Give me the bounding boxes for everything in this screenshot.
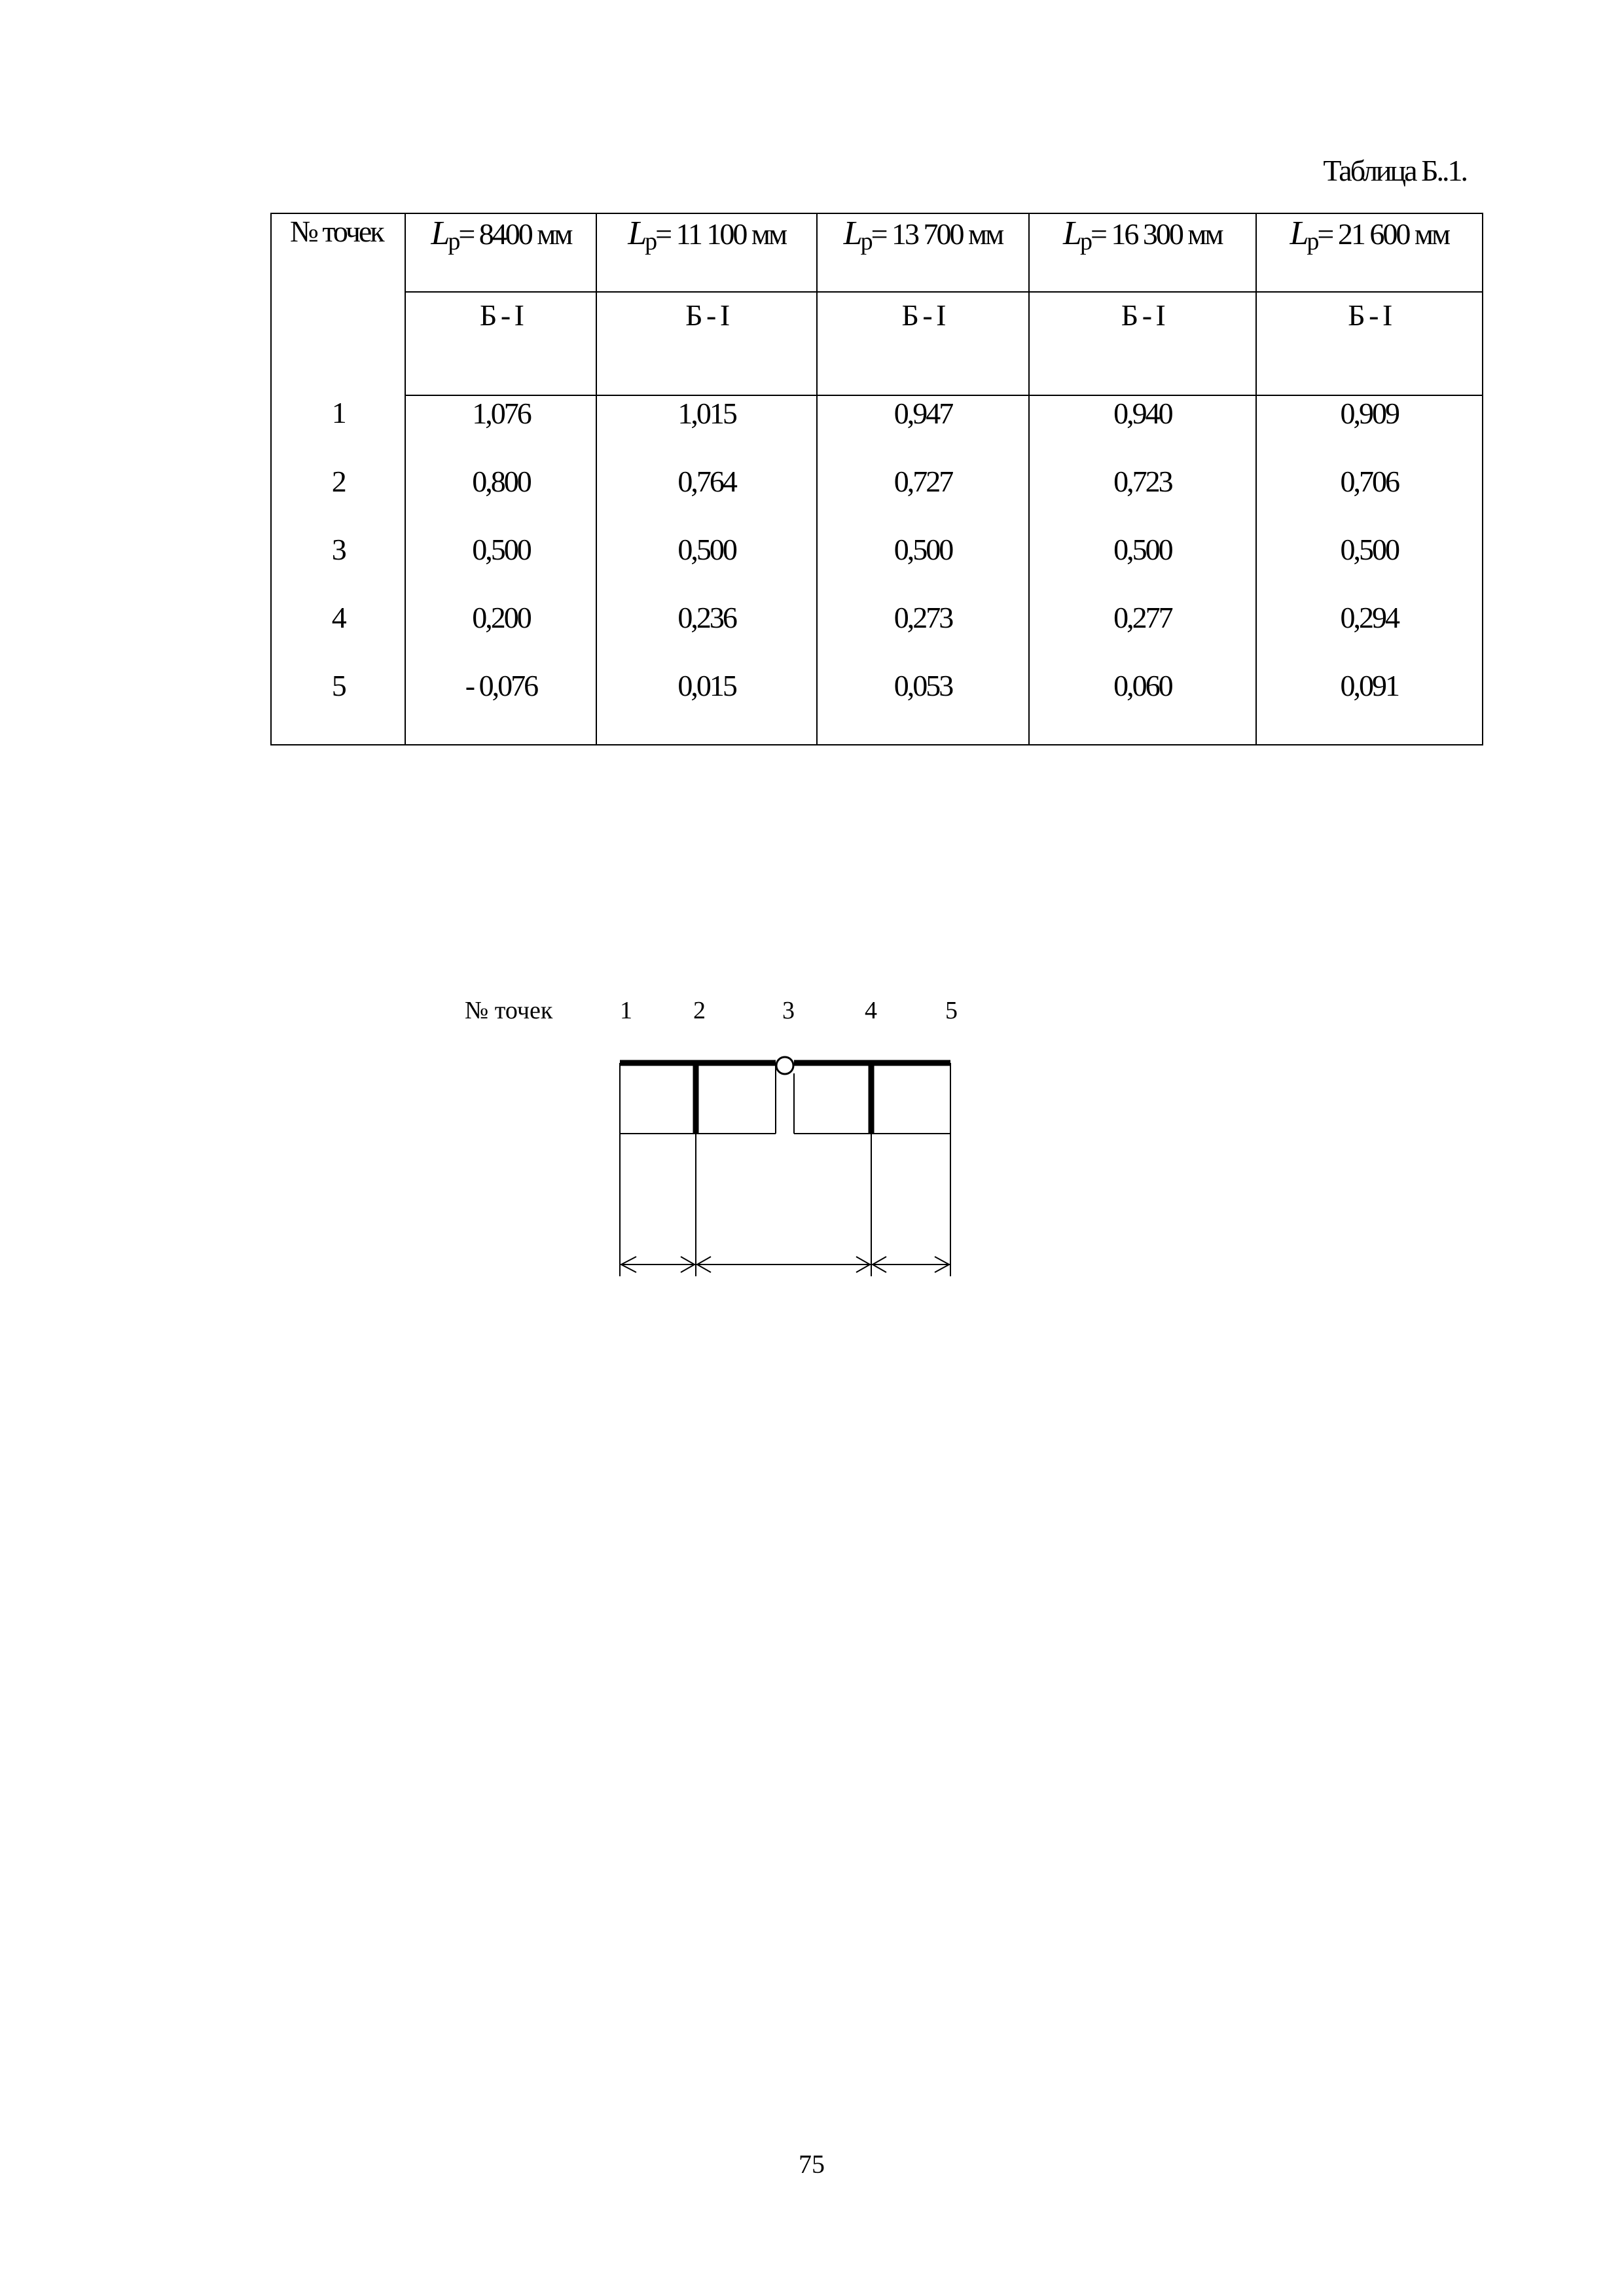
- cell-value: 0,500: [1256, 532, 1483, 600]
- header-length-4: Lp= 16 300 мм: [1029, 213, 1255, 292]
- data-table: [270, 213, 1483, 745]
- cell-value: 0,706: [1256, 464, 1483, 532]
- diagram-point-label: 2: [693, 997, 706, 1024]
- table-caption: Таблица Б..1.: [1323, 154, 1466, 187]
- cell-value: 0,200: [405, 600, 596, 668]
- table-row: [271, 464, 1483, 532]
- beam-diagram: [393, 982, 1047, 1296]
- cell-value: 0,015: [596, 668, 816, 745]
- cell-value: 0,091: [1256, 668, 1483, 745]
- page-number: 75: [799, 2149, 825, 2179]
- cell-value: 1,076: [405, 395, 596, 464]
- cell-value: 0,294: [1256, 600, 1483, 668]
- cell-value: 0,947: [817, 395, 1029, 464]
- cell-value: 0,764: [596, 464, 816, 532]
- cell-value: 0,053: [817, 668, 1029, 745]
- cell-value: 0,909: [1256, 395, 1483, 464]
- header-row-lengths: [271, 213, 1483, 292]
- header-length-5: Lp= 21 600 мм: [1256, 213, 1483, 292]
- header-type-4: Б - I: [1029, 292, 1255, 395]
- header-type-1: Б - I: [405, 292, 596, 395]
- diagram-point-label: 1: [620, 997, 632, 1024]
- cell-value: 0,500: [596, 532, 816, 600]
- header-type-2: Б - I: [596, 292, 816, 395]
- cell-point-number: 3: [271, 532, 405, 600]
- table-row: [271, 395, 1483, 464]
- table-row: [271, 532, 1483, 600]
- header-type-3: Б - I: [817, 292, 1029, 395]
- header-type-5: Б - I: [1256, 292, 1483, 395]
- header-length-1: Lp= 8400 мм: [405, 213, 596, 292]
- diagram-points-label: № точек: [465, 997, 553, 1024]
- cell-value: - 0,076: [405, 668, 596, 745]
- cell-point-number: 1: [271, 395, 405, 464]
- cell-value: 0,800: [405, 464, 596, 532]
- cell-value: 0,500: [1029, 532, 1255, 600]
- header-row-types: [271, 292, 1483, 395]
- cell-point-number: 2: [271, 464, 405, 532]
- cell-value: 0,236: [596, 600, 816, 668]
- cell-value: 0,273: [817, 600, 1029, 668]
- header-length-3: Lp= 13 700 мм: [817, 213, 1029, 292]
- diagram-point-label: 3: [782, 997, 795, 1024]
- cell-value: 0,060: [1029, 668, 1255, 745]
- cell-point-number: 5: [271, 668, 405, 745]
- hinge-circle: [776, 1057, 793, 1074]
- cell-value: 0,500: [817, 532, 1029, 600]
- beam-schematic: [393, 982, 1047, 1296]
- cell-value: 0,723: [1029, 464, 1255, 532]
- diagram-point-label: 5: [945, 997, 958, 1024]
- diagram-point-label: 4: [865, 997, 877, 1024]
- cell-value: 0,500: [405, 532, 596, 600]
- cell-value: 0,727: [817, 464, 1029, 532]
- header-length-2: Lp= 11 100 мм: [596, 213, 816, 292]
- cell-value: 1,015: [596, 395, 816, 464]
- cell-value: 0,277: [1029, 600, 1255, 668]
- table-row: [271, 668, 1483, 745]
- table-row: [271, 600, 1483, 668]
- cell-point-number: 4: [271, 600, 405, 668]
- cell-value: 0,940: [1029, 395, 1255, 464]
- header-point-number: № точек: [271, 213, 405, 395]
